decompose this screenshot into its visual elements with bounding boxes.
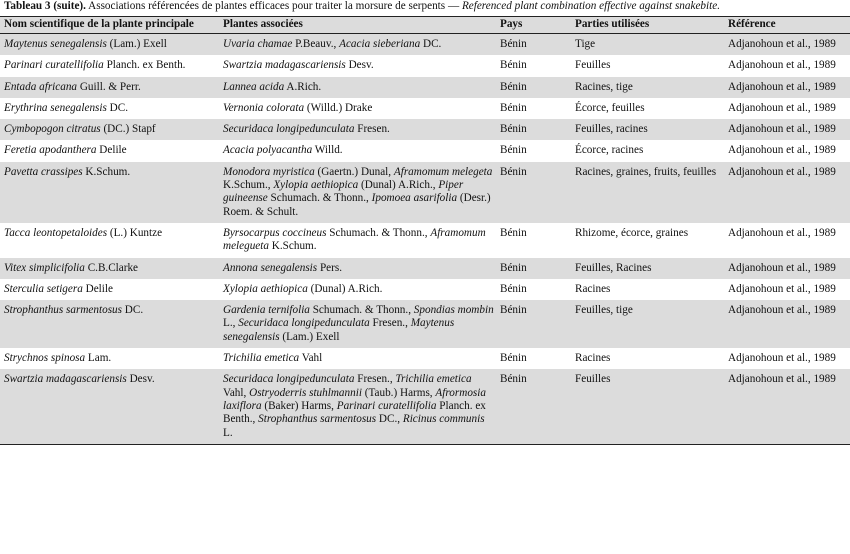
authority-text: L.	[223, 426, 233, 439]
parts-used-cell: Feuilles, tige	[575, 304, 633, 317]
reference-cell: Adjanohoun et al., 1989	[728, 373, 836, 386]
authority-text: C.B.Clarke	[84, 261, 139, 274]
species-name: Monodora myristica	[223, 165, 315, 178]
associated-plants-cell	[219, 279, 496, 300]
header-row	[0, 17, 850, 34]
species-name: Spondias mombin	[413, 304, 494, 317]
parts-used-cell: Racines, graines, fruits, feuilles	[575, 165, 717, 178]
authority-text: Planch. ex Benth.	[103, 59, 186, 72]
parts-used-cell: Rhizome, écorce, graines	[575, 226, 689, 239]
parts-used-cell: Racines, tige	[575, 80, 633, 93]
species-name: Securidaca longipedunculata	[223, 123, 355, 136]
authority-text: Desv.	[345, 59, 374, 72]
reference-cell: Adjanohoun et al., 1989	[728, 123, 836, 136]
parts-used-cell: Feuilles, Racines	[575, 261, 652, 274]
authority-text: (Lam.) Exell	[106, 38, 167, 50]
header-associated-plants: Plantes associées	[223, 18, 303, 30]
authority-text: Vahl,	[223, 386, 250, 399]
species-name: Acacia polyacantha	[223, 144, 313, 157]
table-body	[0, 34, 850, 445]
header-parts-used: Parties utilisées	[575, 18, 650, 30]
table-row	[0, 348, 850, 369]
main-plant-cell	[0, 55, 219, 76]
authority-text: Lam.	[85, 352, 112, 365]
associated-plants-cell	[219, 140, 496, 161]
country-cell: Bénin	[500, 80, 527, 93]
species-name: Tacca leontopetaloides	[4, 226, 108, 239]
parts-used-cell: Écorce, feuilles	[575, 101, 645, 114]
authority-text: Pers.	[317, 261, 343, 274]
species-name: Piper guineense	[223, 179, 464, 205]
table-row	[0, 98, 850, 119]
associated-plants-cell	[219, 119, 496, 140]
table-row	[0, 369, 850, 444]
species-name: Swartzia madagascariensis	[4, 373, 127, 386]
reference-cell: Adjanohoun et al., 1989	[728, 80, 836, 93]
parts-used-cell: Tige	[575, 38, 596, 50]
authority-text: K.Schum.	[268, 240, 317, 253]
authority-text: Schumach. & Thonn.,	[309, 304, 414, 317]
species-name: Strophanthus sarmentosus	[4, 304, 122, 317]
authority-text: Schumach. & Thonn.,	[326, 226, 431, 239]
species-name: Vitex simplicifolia	[4, 261, 85, 274]
species-name: Parinari curatellifolia	[4, 59, 104, 72]
species-name: Maytenus senegalensis	[223, 317, 455, 343]
table-caption	[4, 0, 850, 13]
associated-plants-cell	[219, 34, 496, 56]
table-row	[0, 258, 850, 279]
authority-text: DC.	[420, 38, 442, 50]
country-cell: Bénin	[500, 261, 527, 274]
country-cell: Bénin	[500, 352, 527, 365]
authority-text: (Desr.) Roem. & Schult.	[223, 192, 491, 218]
main-plant-cell	[0, 223, 219, 258]
reference-cell: Adjanohoun et al., 1989	[728, 282, 836, 295]
authority-text: (Lam.) Exell	[279, 330, 340, 343]
authority-text: DC.	[122, 304, 144, 317]
country-cell: Bénin	[500, 165, 527, 178]
main-plant-cell	[0, 119, 219, 140]
species-name: Strychnos spinosa	[4, 352, 86, 365]
reference-cell: Adjanohoun et al., 1989	[728, 226, 836, 239]
authority-text: Fresen.	[354, 123, 390, 136]
authority-text: (DC.) Stapf	[100, 123, 156, 136]
table-row	[0, 55, 850, 76]
authority-text: Delile	[96, 144, 127, 157]
country-cell: Bénin	[500, 101, 527, 114]
main-plant-cell	[0, 348, 219, 369]
main-plant-cell	[0, 258, 219, 279]
species-name: Afrormosia laxiflora	[223, 386, 486, 412]
species-name: Ipomoea asarifolia	[371, 192, 458, 205]
species-name: Sterculia setigera	[4, 282, 83, 295]
authority-text: Delile	[82, 282, 113, 295]
authority-text: (Gaertn.) Dunal,	[314, 165, 394, 178]
table-row	[0, 140, 850, 161]
country-cell: Bénin	[500, 282, 527, 295]
species-name: Parinari curatellifolia	[336, 399, 437, 412]
authority-text: Planch. ex Benth.,	[223, 399, 486, 426]
parts-used-cell: Feuilles	[575, 373, 611, 386]
reference-cell: Adjanohoun et al., 1989	[728, 144, 836, 157]
species-name: Ostryoderris stuhlmannii	[249, 386, 362, 399]
species-name: Entada africana	[4, 80, 78, 93]
species-name: Securidaca longipedunculata	[238, 317, 370, 330]
parts-used-cell: Racines	[575, 282, 611, 295]
species-name: Pavetta crassipes	[4, 165, 83, 178]
species-name: Feretia apodanthera	[4, 144, 97, 157]
authority-text: Willd.	[312, 144, 343, 157]
parts-used-cell: Feuilles, racines	[575, 123, 648, 136]
authority-text: Desv.	[126, 373, 155, 386]
table-row	[0, 223, 850, 258]
authority-text: K.Schum.,	[223, 179, 274, 192]
caption-label: Tableau 3 (suite).	[4, 0, 86, 12]
authority-text: Guill. & Perr.	[77, 80, 141, 93]
table-row	[0, 300, 850, 348]
main-plant-cell	[0, 162, 219, 223]
authority-text: DC.	[106, 101, 128, 114]
authority-text: (Taub.) Harms,	[361, 386, 436, 399]
species-name: Trichilia emetica	[223, 352, 300, 365]
reference-cell: Adjanohoun et al., 1989	[728, 304, 836, 317]
authority-text: Fresen.,	[369, 317, 411, 330]
species-name: Gardenia ternifolia	[223, 304, 310, 317]
species-name: Aframomum melegeta	[393, 165, 493, 178]
associated-plants-cell	[219, 369, 496, 444]
main-plant-cell	[0, 140, 219, 161]
associated-plants-cell	[219, 258, 496, 279]
authority-text: L.,	[223, 317, 239, 330]
main-plant-cell	[0, 279, 219, 300]
species-name: Erythrina senegalensis	[4, 101, 107, 114]
species-name: Maytenus senegalensis	[4, 38, 107, 50]
country-cell: Bénin	[500, 226, 527, 239]
species-name: Vernonia colorata	[223, 101, 305, 114]
header-reference: Référence	[728, 18, 776, 30]
authority-text: (Dunal) A.Rich.,	[358, 179, 439, 192]
reference-cell: Adjanohoun et al., 1989	[728, 165, 836, 178]
reference-cell: Adjanohoun et al., 1989	[728, 261, 836, 274]
species-name: Cymbopogon citratus	[4, 123, 101, 136]
species-name: Byrsocarpus coccineus	[223, 226, 327, 239]
authority-text: (Baker) Harms,	[261, 399, 337, 412]
table-row	[0, 34, 850, 56]
associated-plants-cell	[219, 300, 496, 348]
main-plant-cell	[0, 77, 219, 98]
species-name: Xylopia aethiopica	[223, 282, 308, 295]
associated-plants-cell	[219, 98, 496, 119]
authority-text: DC.,	[376, 413, 403, 426]
authority-text: A.Rich.	[284, 80, 322, 93]
country-cell: Bénin	[500, 38, 527, 50]
plants-table	[0, 16, 850, 445]
authority-text: (L.) Kuntze	[107, 226, 163, 239]
species-name: Annona senegalensis	[223, 261, 318, 274]
main-plant-cell	[0, 300, 219, 348]
species-name: Uvaria chamae	[223, 38, 293, 50]
header-main-plant: Nom scientifique de la plante principale	[4, 18, 194, 30]
authority-text: Fresen.,	[354, 373, 396, 386]
main-plant-cell	[0, 98, 219, 119]
authority-text: P.Beauv.,	[292, 38, 340, 50]
species-name: Securidaca longipedunculata	[223, 373, 355, 386]
associated-plants-cell	[219, 348, 496, 369]
caption-text: Associations référencées de plantes efficaces pour traiter la morsure de serpents —	[85, 0, 462, 12]
species-name: Lannea acida	[223, 80, 285, 93]
table-row	[0, 119, 850, 140]
country-cell: Bénin	[500, 59, 527, 72]
parts-used-cell: Feuilles	[575, 59, 611, 72]
species-name: Ricinus communis	[402, 413, 485, 426]
main-plant-cell	[0, 369, 219, 444]
reference-cell: Adjanohoun et al., 1989	[728, 352, 836, 365]
country-cell: Bénin	[500, 373, 527, 386]
associated-plants-cell	[219, 162, 496, 223]
table-row	[0, 279, 850, 300]
country-cell: Bénin	[500, 123, 527, 136]
authority-text: K.Schum.	[82, 165, 131, 178]
country-cell: Bénin	[500, 144, 527, 157]
main-plant-cell	[0, 34, 219, 56]
caption-english: Referenced plant combination effective against snakebite.	[461, 0, 720, 12]
associated-plants-cell	[219, 77, 496, 98]
parts-used-cell: Écorce, racines	[575, 144, 644, 157]
species-name: Swartzia madagascariensis	[223, 59, 346, 72]
associated-plants-cell	[219, 55, 496, 76]
authority-text: (Willd.) Drake	[304, 101, 373, 114]
authority-text: Schumach. & Thonn.,	[267, 192, 372, 205]
table-row	[0, 77, 850, 98]
species-name: Trichilia emetica	[395, 373, 472, 386]
table-row	[0, 162, 850, 223]
authority-text: Vahl	[299, 352, 323, 365]
reference-cell: Adjanohoun et al., 1989	[728, 59, 836, 72]
species-name: Acacia sieberiana	[339, 38, 421, 50]
species-name: Xylopia aethiopica	[273, 179, 359, 192]
reference-cell: Adjanohoun et al., 1989	[728, 38, 836, 50]
parts-used-cell: Racines	[575, 352, 611, 365]
header-country: Pays	[500, 18, 523, 30]
species-name: Strophanthus sarmentosus	[258, 413, 377, 426]
country-cell: Bénin	[500, 304, 527, 317]
reference-cell: Adjanohoun et al., 1989	[728, 101, 836, 114]
species-name: Aframomum melegueta	[223, 226, 486, 253]
authority-text: (Dunal) A.Rich.	[307, 282, 383, 295]
associated-plants-cell	[219, 223, 496, 258]
